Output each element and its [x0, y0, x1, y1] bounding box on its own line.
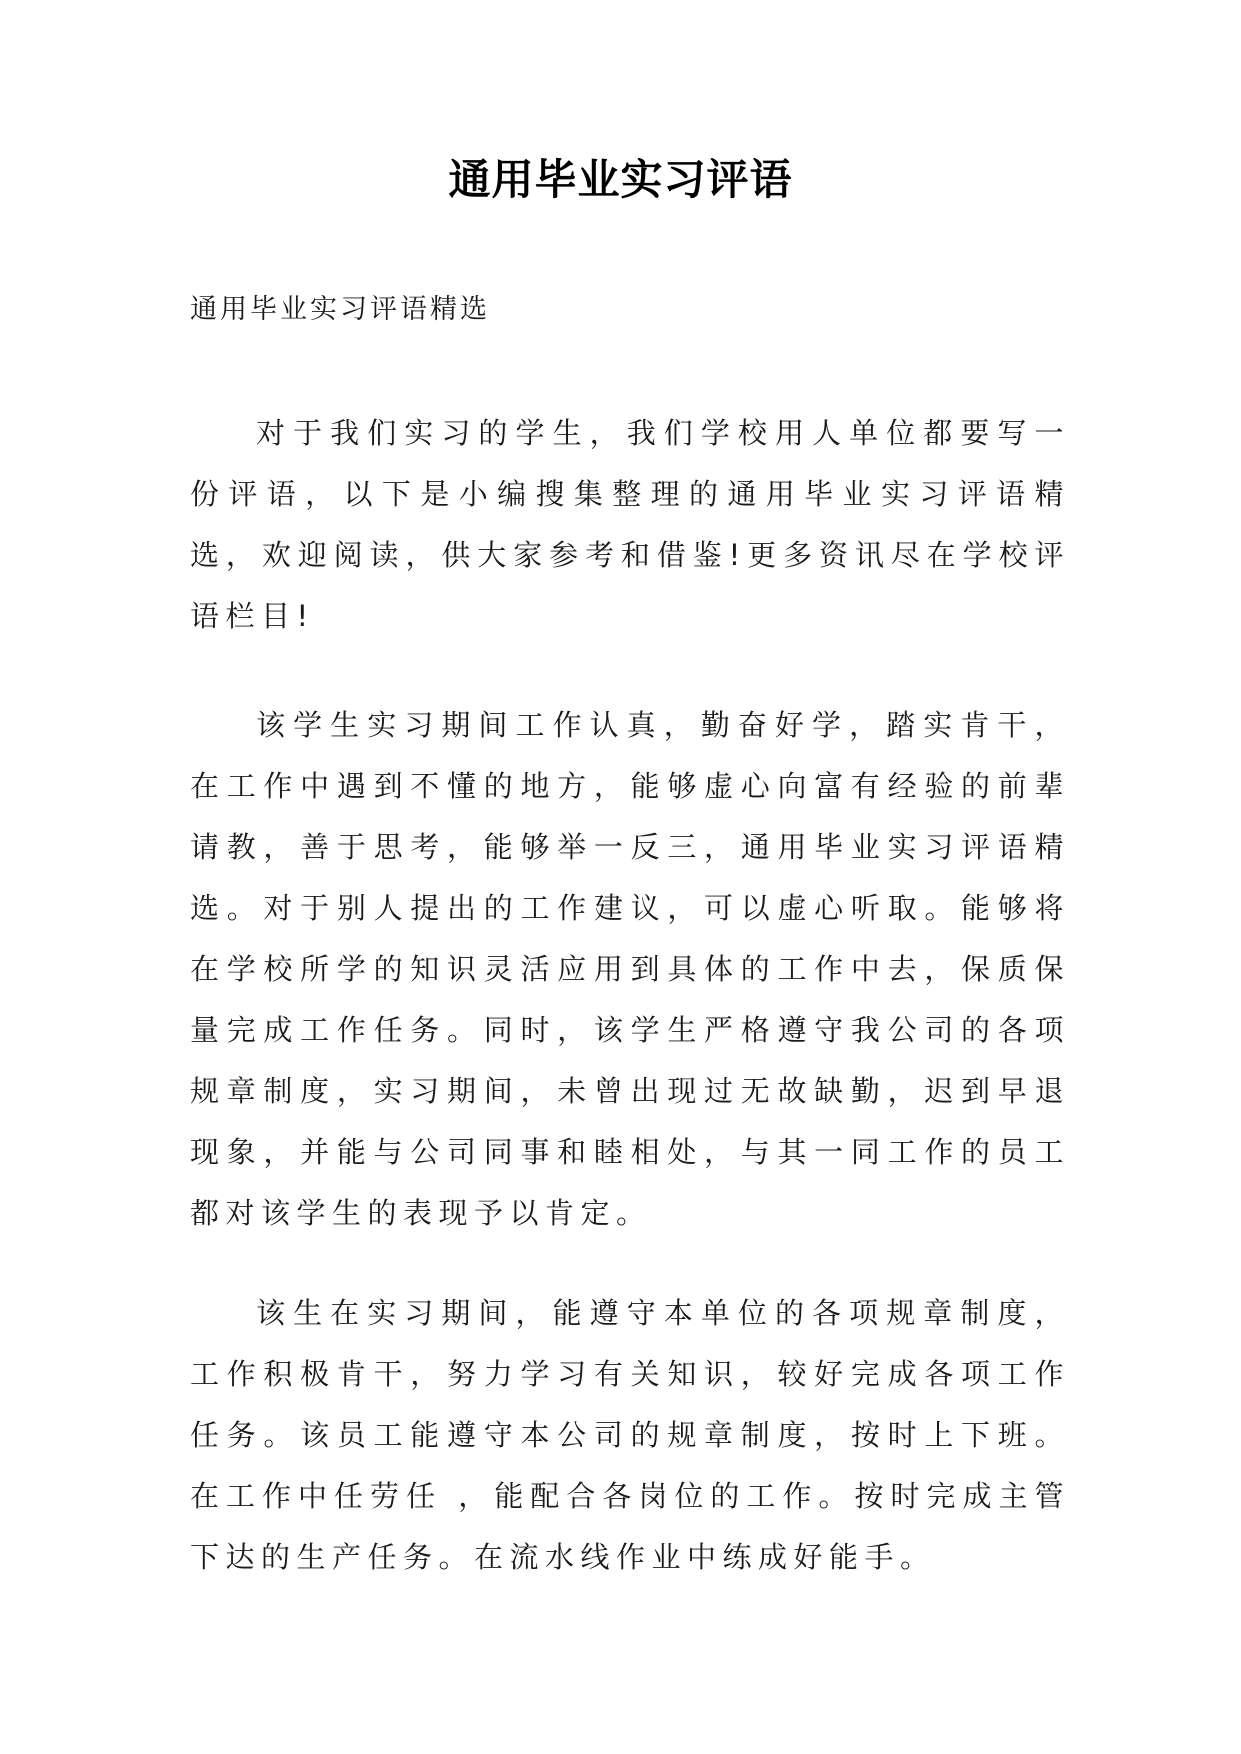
paragraph-intro: 对于我们实习的学生，我们学校用人单位都要写一份评语，以下是小编搜集整理的通用毕业实习评语精选，欢迎阅读，供大家参考和借鉴!更多资讯尽在学校评语栏目! [190, 416, 1070, 633]
document-subtitle: 通用毕业实习评语精选 [190, 294, 490, 325]
paragraph-comment-2: 该生在实习期间，能遵守本单位的各项规章制度，工作积极肯干，努力学习有关知识，较好完成各项工作任务。该员工能遵守本公司的规章制度，按时上下班。在工作中任劳任 ，能配合各岗位的工作。按时完成主管下达的生产任务。在流水线作业中练成好能手。 [190, 1296, 1070, 1574]
paragraph-comment-1: 该学生实习期间工作认真，勤奋好学，踏实肯干，在工作中遇到不懂的地方，能够虚心向富有经验的前辈请教，善于思考，能够举一反三，通用毕业实习评语精选。对于别人提出的工作建议，可以虚心听取。能够将在学校所学的知识灵活应用到具体的工作中去，保质保量完成工作任务。同时，该学生严格遵守我公司的各项规章制度，实习期间，未曾出现过无故缺勤，迟到早退现象，并能与公司同事和睦相处，与其一同工作的员工都对该学生的表现予以肯定。 [190, 708, 1070, 1230]
document-title: 通用毕业实习评语 [448, 155, 793, 204]
